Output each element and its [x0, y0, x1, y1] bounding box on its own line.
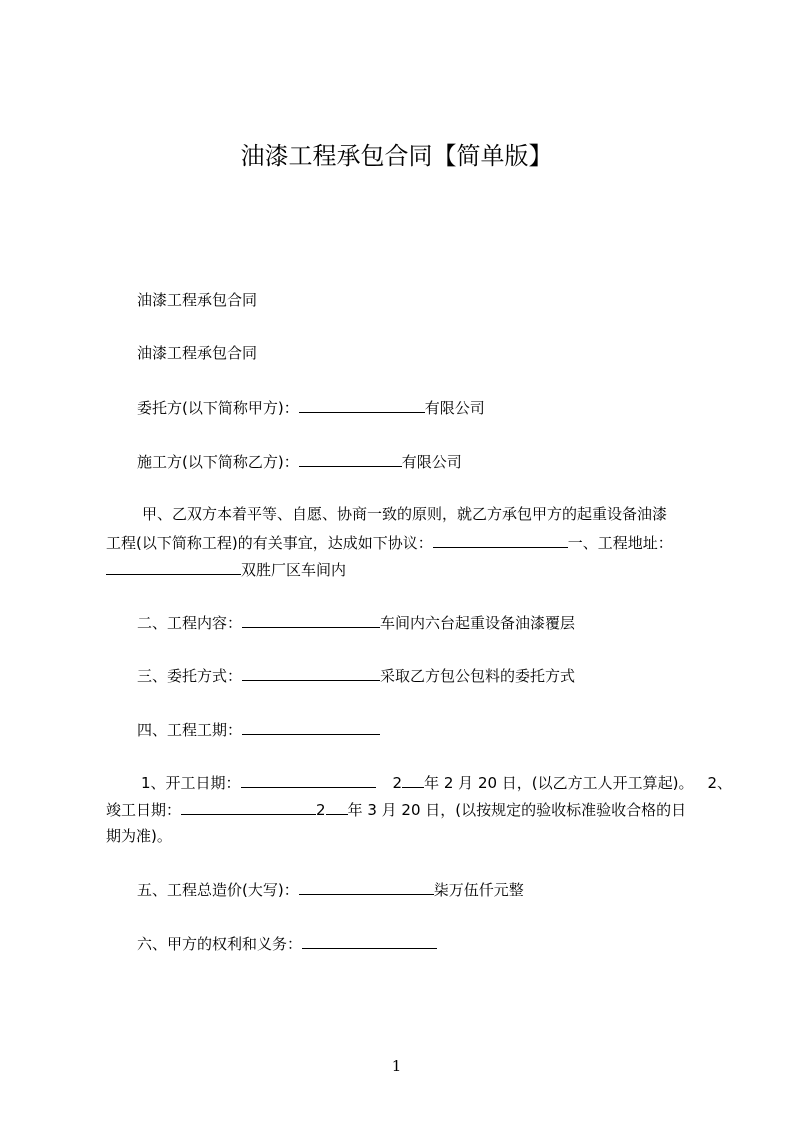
start-date-text: 年 2 月 20 日，(以乙方工人开工算起)。	[424, 774, 694, 792]
finish-item-number: 2、	[707, 774, 733, 792]
start-date-label: 1、开工日期：	[141, 774, 241, 792]
finish-date-text: 年 3 月 20 日，(以按规定的验收标准验收合格的日	[347, 801, 687, 819]
finish-year-blank	[326, 799, 348, 815]
start-year-blank	[402, 772, 424, 788]
site-address-value: 双胜厂区车间内	[241, 561, 347, 579]
finish-date-blank	[181, 799, 316, 815]
total-price-line	[137, 879, 524, 900]
project-content-value: 车间内六台起重设备油漆覆层	[380, 614, 576, 632]
contractor-name-blank	[299, 451, 402, 467]
total-price-label: 五、工程总造价(大写)：	[137, 881, 299, 899]
client-party-line	[137, 397, 485, 418]
project-content-label: 二、工程内容：	[137, 614, 243, 632]
client-name-blank	[299, 397, 425, 413]
contractor-suffix: 有限公司	[401, 453, 462, 471]
client-rights-label: 六、甲方的权利和义务：	[137, 935, 303, 953]
client-suffix: 有限公司	[424, 399, 485, 417]
commission-method-line	[137, 665, 575, 686]
commission-method-value: 采取乙方包公包料的委托方式	[380, 667, 576, 685]
start-year-prefix: 2	[392, 774, 403, 792]
client-rights-blank	[302, 933, 437, 949]
finish-date-line	[106, 799, 686, 820]
client-label: 委托方(以下简称甲方)：	[137, 399, 299, 417]
finish-date-label: 竣工日期：	[106, 801, 182, 819]
commission-method-label: 三、委托方式：	[137, 667, 243, 685]
client-rights-line	[137, 933, 437, 954]
agreement-blank	[433, 532, 568, 548]
contract-heading-1: 油漆工程承包合同	[137, 291, 258, 309]
contractor-label: 施工方(以下简称乙方)：	[137, 453, 299, 471]
total-price-blank	[299, 879, 434, 895]
start-date-line	[141, 772, 732, 793]
project-period-line	[137, 719, 380, 740]
project-content-blank	[242, 612, 380, 628]
total-price-value: 柒万伍仟元整	[433, 881, 524, 899]
site-address-blank	[106, 559, 241, 575]
finish-year-prefix: 2	[316, 801, 326, 819]
project-content-line	[137, 612, 575, 633]
intro-text: 工程(以下简称工程)的有关事宜，达成如下协议：	[106, 534, 433, 552]
intro-line-2	[106, 532, 673, 553]
intro-line-1: 甲、乙双方本着平等、自愿、协商一致的原则，就乙方承包甲方的起重设备油漆	[142, 505, 668, 523]
contractor-party-line	[137, 451, 462, 472]
intro-line-3	[106, 559, 346, 580]
document-title: 油漆工程承包合同【简单版】	[240, 142, 553, 170]
project-period-label: 四、工程工期：	[137, 721, 243, 739]
commission-method-blank	[242, 665, 380, 681]
finish-date-continued: 期为准)。	[106, 827, 172, 845]
site-address-label: 一、工程地址：	[567, 534, 673, 552]
start-date-blank	[241, 772, 376, 788]
project-period-blank	[242, 719, 380, 735]
page-number: 1	[391, 1057, 402, 1075]
contract-heading-2: 油漆工程承包合同	[137, 344, 258, 362]
